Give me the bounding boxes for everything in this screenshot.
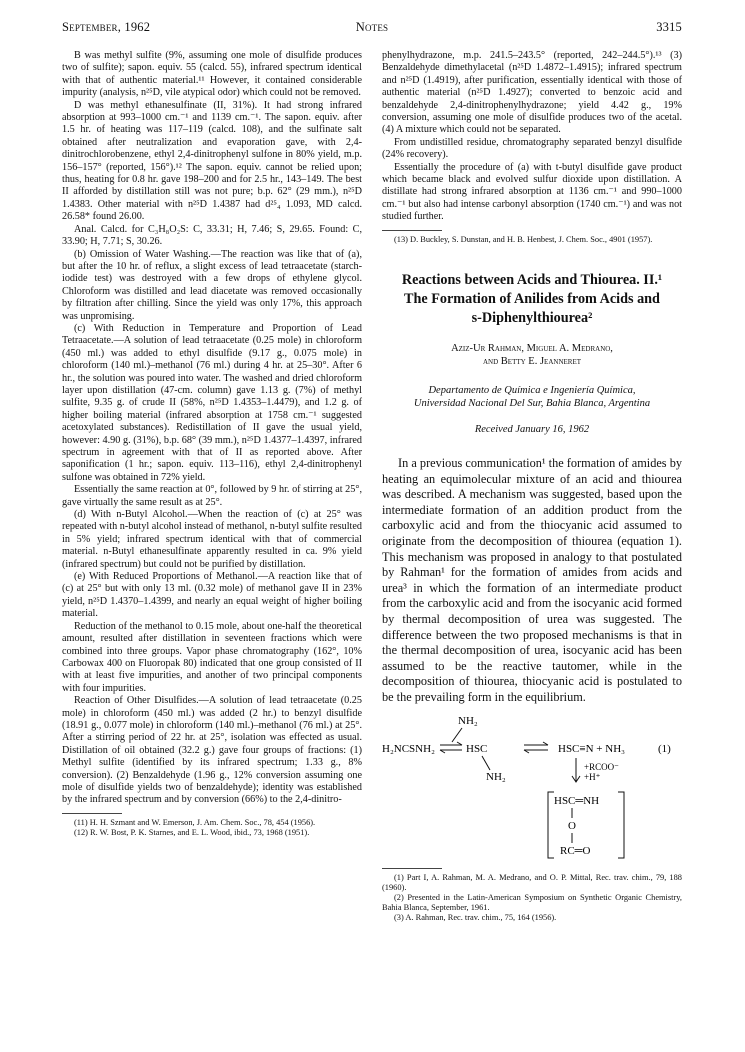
bond-bottom [482, 756, 490, 770]
reagent-proton: +H⁺ [584, 771, 601, 782]
product-oxygen: O [568, 819, 576, 832]
paragraph: Reduction of the methanol to 0.15 mole, about one-half the theoretical amount, resulted after distillation in seventeen fractions which were combined into three groups. Vapor phase chromatography (162°, 10% Carbowax 400 on Fluoropak 80) indicated that one group consisted of II with at least five impurities, and another of two principal components with four impurities. [62, 620, 362, 694]
footnote: (13) D. Buckley, S. Dunstan, and H. B. Henbest, J. Chem. Soc., 4901 (1957). [394, 234, 653, 244]
equilibrium-arrow-2 [524, 742, 548, 753]
footnote: (11) H. H. Szmant and W. Emerson, J. Am. Chem. Soc., 78, 454 (1956). [74, 817, 316, 827]
paragraph: (b) Omission of Water Washing.—The reaction was like that of (a), but after the 10 hr. of reflux, a slight excess of lead tetraacetate (starch-iodide test) was destroyed with a few drops of ethylene glycol. Chloroform was distilled and lead diacetate was removed occasionally by filtration after chilling. Since the yield was only 17%, this approach was unpromising. [62, 248, 362, 322]
footnote-rule [382, 868, 442, 869]
authors-line: and Betty E. Jeanneret [483, 355, 581, 367]
paragraph: From undistilled residue, chromatography separated benzyl disulfide (24% recovery). [382, 136, 682, 161]
page-header [62, 20, 682, 40]
left-column [62, 50, 362, 838]
footnote: (3) A. Rahman, Rec. trav. chim., 75, 164 (1956). [394, 912, 557, 922]
paragraph: (e) With Reduced Proportions of Methanol.—A reaction like that of (c) at 25° but with only 13 ml. (0.32 mole) of methanol gave II in 23% yield, n²⁵D 1.4370–1.4399, and nearly an equal weight of higher boiling material. [62, 571, 362, 620]
equilibrium-arrow-1 [440, 742, 462, 753]
paragraph: In a previous communication¹ the formation of amides by heating an equimolecular mixture of an acid and thiourea was described. A mechanism was suggested, based upon the intermediate formation of an addition product from the carboxylic acid and from the thiocyanic acid assumed to originate from the decomposition of thiourea (equation 1). This mechanism was proposed in analogy to that postulated by Rahman¹ for the formation of amides from acids and urea³ in which the formation of an intermediate product from the carboxylic acid and from the isocyanic acid formed by thermal decomposition of urea was suggested. The difference between the two proposed mechanisms is that in the thermal decomposition of urea, isocyanic acid has been assumed to be the reactive tautomer, while in the decomposition of thiourea, thiocyanic acid is postulated to be the prevailing form in the equilibrium. [382, 456, 682, 704]
paragraph: B was methyl sulfite (9%, assuming one mole of disulfide produces two of sulfite); sapon. equiv. 55 (calcd. 55), infrared spectrum identical with that of authentic material.¹¹ However, it contained considerable impurity (analysis, n²⁵D, vile atypical odor) which could not be removed. [62, 50, 362, 99]
header-section: Notes [355, 20, 389, 34]
paragraph: Essentially the procedure of (a) with t-butyl disulfide gave product which became black and evolved sulfur dioxide upon distillation. A distillate had strong infrared absorption at 1136 cm.⁻¹ and 990–1000 cm.⁻¹ but also had intense carbonyl absorption (1740 cm.⁻¹) and was not studied further. [382, 161, 682, 223]
footnote: (12) R. W. Bost, P. K. Starnes, and E. L. Wood, ibid., 73, 1968 (1951). [74, 827, 310, 837]
header-page-number: 3315 [656, 20, 682, 34]
thiocyanic-acid: HSC≡N + NH₃ [558, 742, 625, 755]
affiliation-line: Departamento de Química e Ingeniería Química, [428, 384, 636, 396]
authors-line: Aziz-Ur Rahman, Miguel A. Medrano, [451, 342, 613, 354]
paragraph: Anal. Calcd. for C₃H₈O₂S: C, 33.31; H, 7.46; S, 29.65. Found: C, 33.90; H, 7.71; S, 30.26. [62, 223, 362, 248]
down-arrow [572, 758, 580, 782]
right-column [382, 50, 682, 923]
thiourea: H₂NCSNH₂ [382, 742, 435, 755]
paragraph: Essentially the same reaction at 0°, followed by 9 hr. of stirring at 25°, gave virtually the same result as at 25°. [62, 484, 362, 508]
reaction-scheme-svg [382, 712, 682, 862]
paragraph: (d) With n-Butyl Alcohol.—When the reaction of (c) at 25° was repeated with n-butyl alcohol instead of methanol, n-butyl sulfite resulted in 5% yield; infrared spectrum identical with that of commercial material. n-Butyl ethanesulfinate apparently resulted in ca. 9% yield (infrared spectrum) but could not be purified by distillation. [62, 509, 362, 570]
footnote: (1) Part I, A. Rahman, M. A. Medrano, and O. P. Mittal, Rec. trav. chim., 79, 188 (1960). [382, 872, 682, 892]
footnote: (2) Presented in the Latin-American Symposium on Synthetic Organic Chemistry, Bahia Blanca, September, 1961. [382, 892, 682, 912]
product-thioimidate: HSC═NH [554, 794, 600, 807]
nh2-bottom: NH₂ [486, 770, 506, 783]
title-line: s-Diphenylthiourea² [471, 309, 593, 326]
product-acyl: RC═O [560, 844, 591, 857]
paragraph: Reaction of Other Disulfides.—A solution of lead tetraacetate (0.25 mole) in chloroform (450 ml.) was added (2 hr.) to benzyl disulfide (18.91 g., 0.077 mole) in chloroform (140 ml.)–methanol (76 ml.) at 25°. After a stirring period of 22 hr. at 25°, isolation was effected as usual. Distillation of oil obtained (32.2 g.) gave four groups of fractions: (1) Methyl sulfite (identified by its infrared spectrum; 1.33 g., 8% conversion). (2) Benzaldehyde (1.96 g., 12% conversion assuming one mole of disulfide yields two of benzaldehyde); identity was established by the infrared spectrum and by conversion (66%) to the 2,4-dinitro- [62, 695, 362, 806]
affiliation [382, 384, 682, 410]
title-line: The Formation of Anilides from Acids and [404, 290, 660, 307]
article-title [382, 271, 682, 328]
footnote-rule [62, 813, 122, 814]
equation-number: (1) [658, 742, 671, 755]
reagent-carboxylate: +RCOO⁻ [584, 761, 619, 772]
received-date: Received January 16, 1962 [474, 423, 590, 435]
header-date: September, 1962 [62, 20, 151, 34]
affiliation-line: Universidad Nacional Del Sur, Bahia Blanca, Argentina [413, 397, 651, 409]
bond-top [452, 728, 462, 742]
intermediate: HSC [466, 742, 488, 755]
title-line: Reactions between Acids and Thiourea. II.¹ [401, 271, 663, 288]
paragraph: (c) With Reduction in Temperature and Proportion of Lead Tetraacetate.—A solution of lead tetraacetate (0.25 mole) in chloroform (450 ml.) was added to ethyl disulfide (9.17 g., 0.075 mole) in chloroform (140 ml.)–methanol (76 ml.) during 4 hr. at 25–30°. After 6 hr., the solution was poured into water. The washed and dried chloroform layer upon distillation (47-cm. column) gave 1.13 g. (7%) of methyl sulfite, 9.35 g. of crude II (58%, n²⁵D 1.4353–1.4479), and 1.2 g. of higher boiling material (infrared absorption at 1758 cm.⁻¹ suggested acetoxylated substances). Redistillation of II gave the usual yield, however: 4.90 g. (31%), b.p. 68° (39 mm.), n²⁵D 1.4377–1.4397, infrared spectrum in agreement with that of II as reported above. After saponification (1 hr.; sapon. equiv. 113–116), ethyl 2,4-dinitrophenyl sulfone was obtained in 72% yield. [62, 322, 362, 483]
article-body [382, 456, 682, 706]
paragraph: D was methyl ethanesulfinate (II, 31%). It had strong infrared absorption at 993–1000 cm.⁻¹ and 1139 cm.⁻¹. The sapon. equiv. after 1.5 hr. of heating was 117–119 (calcd. 108), and the sulfinate salt obtained after neutralization and evaporation gave, with 2,4-dinitrochlorobenzene, ethyl 2,4-dinitrophenyl sulfone in 80% yield, m.p. 156–157° (reported, 156°).¹² The sapon. equiv. cannot be relied upon; thus, heating for 0.8 hr. gave 198–200 and for 2.5 hr., 143–149. The best II afforded by distillation still was not pure; b.p. 62° (29 mm.), n²⁵D 1.4383. Other material with n²⁵D 1.4387 had d²⁵₄ 1.093, MD calcd. 26.58* found 26.00. [62, 99, 362, 223]
authors [382, 342, 682, 368]
reaction-scheme [382, 712, 682, 862]
paragraph: phenylhydrazone, m.p. 241.5–243.5° (reported, 242–244.5°).¹³ (3) Benzaldehyde dimethylacetal (n²⁵D 1.4872–1.4915); infrared spectrum and n²⁵D (1.4919), after purification, essentially identical with those of authentic material (n²⁵D 1.4927); converted to benzoic acid and benzaldehyde 2,4-dinitrophenylhydrazone; yield 4.42 g., 19% conversion, assuming one mole of disulfide produces two of the acetal. (4) A mixture which could not be separated. [382, 50, 682, 136]
nh2-top: NH₂ [458, 714, 478, 727]
footnote-rule [382, 230, 442, 231]
